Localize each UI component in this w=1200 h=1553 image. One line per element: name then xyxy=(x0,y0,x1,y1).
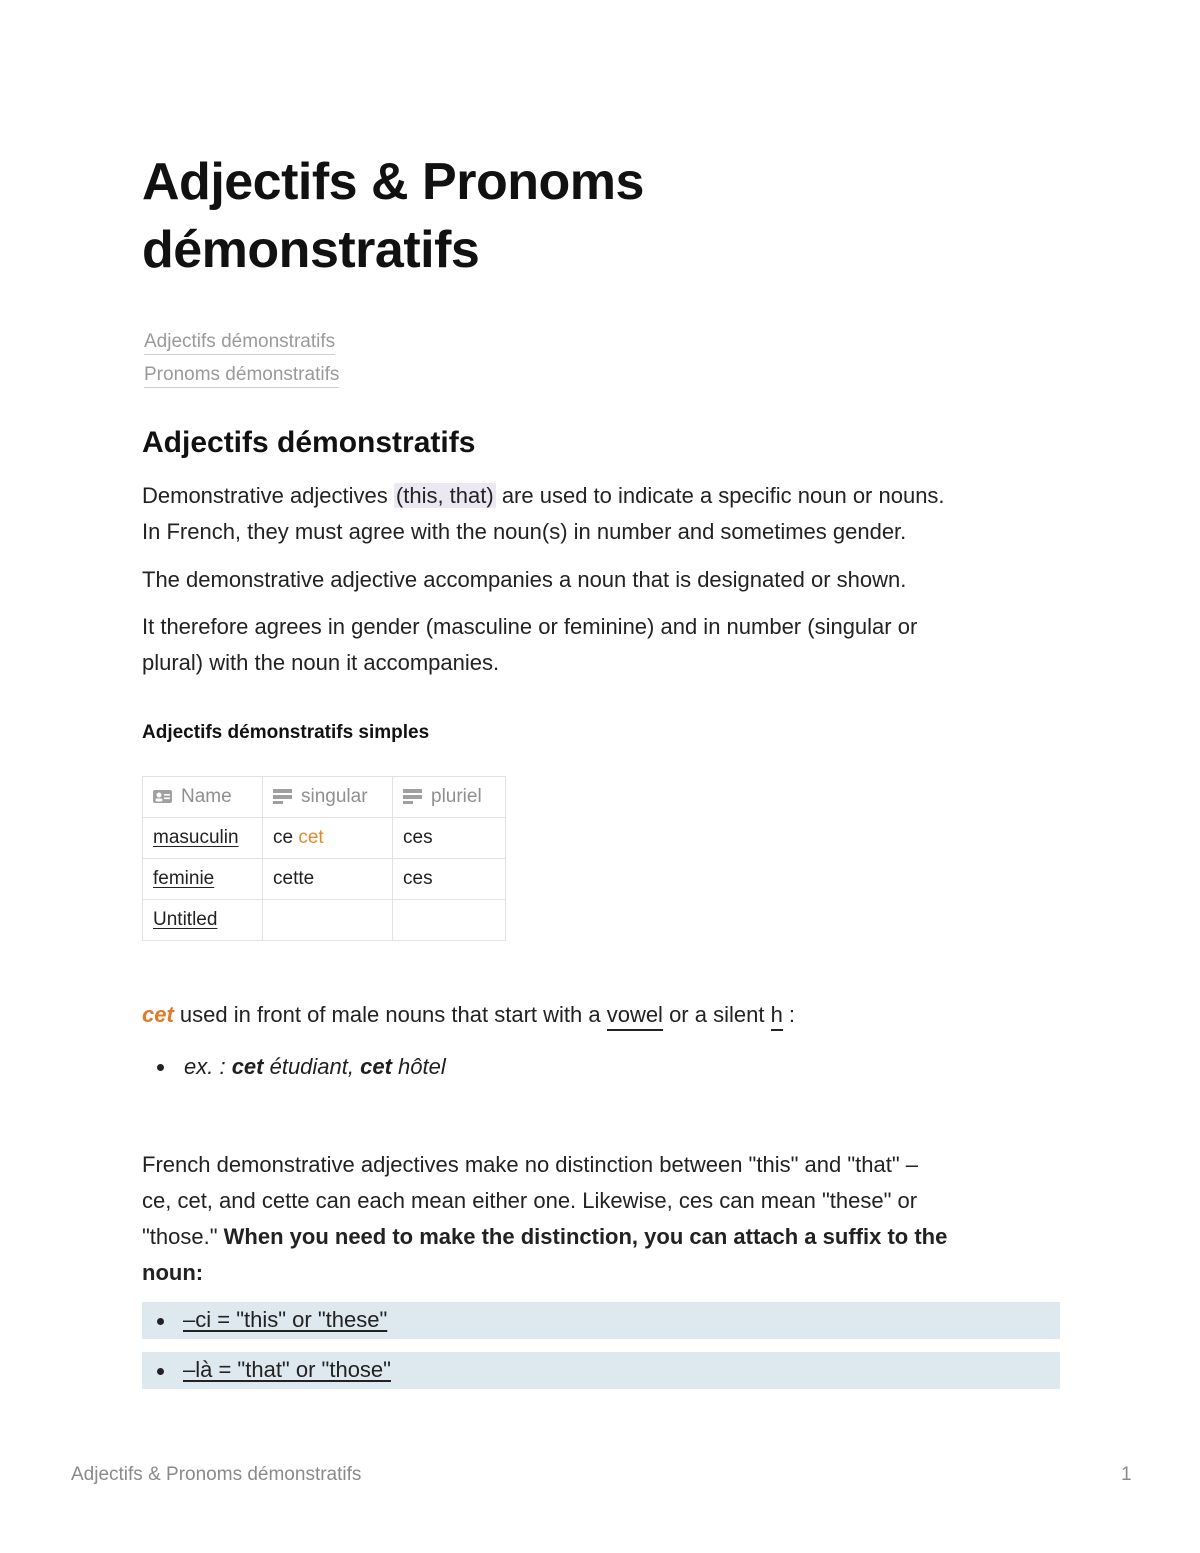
example-prefix: ex. : xyxy=(184,1054,232,1079)
intro-text: It therefore agrees in gender (masculine or feminine) and in number (singular or xyxy=(142,614,918,639)
toc-link-adjectifs[interactable]: Adjectifs démonstratifs xyxy=(144,330,335,355)
intro-text: Demonstrative adjectives xyxy=(142,483,394,508)
intro-paragraph-2: The demonstrative adjective accompanies a noun that is designated or shown. xyxy=(142,567,907,592)
cet-rule xyxy=(142,1002,795,1028)
table-row xyxy=(143,859,506,900)
distinction-paragraph xyxy=(142,1147,1060,1291)
suffix-la-text: –là = "that" or "those" xyxy=(183,1357,391,1382)
cell-singular[interactable] xyxy=(263,818,393,859)
intro-paragraph-1 xyxy=(142,478,1060,550)
title-line-2: démonstratifs xyxy=(142,221,480,279)
list-item xyxy=(142,1054,446,1080)
toc-link-pronoms[interactable]: Pronoms démonstratifs xyxy=(144,363,339,388)
row-title-link[interactable]: masuculin xyxy=(153,827,239,848)
header-label: pluriel xyxy=(431,786,482,807)
example-word: étudiant, xyxy=(263,1054,361,1079)
cell-plural[interactable]: ces xyxy=(393,818,506,859)
table-row xyxy=(143,818,506,859)
cet-word: cet xyxy=(142,1002,174,1027)
cell-plural[interactable]: ces xyxy=(393,859,506,900)
header-label: singular xyxy=(301,786,368,807)
section-heading: Adjectifs démonstratifs xyxy=(142,426,476,459)
cell-name[interactable] xyxy=(143,900,263,941)
example-cet: cet xyxy=(360,1054,392,1079)
column-header-pluriel[interactable] xyxy=(393,777,506,818)
example-word: hôtel xyxy=(391,1054,446,1079)
suffix-ci-text: –ci = "this" or "these" xyxy=(183,1307,388,1332)
table-of-contents xyxy=(144,330,339,396)
footer-page-number: 1 xyxy=(1121,1464,1132,1485)
bullet-icon xyxy=(157,1318,164,1325)
paragraph-bold-text: noun: xyxy=(142,1260,204,1285)
table-header-row xyxy=(143,777,506,818)
text-property-icon xyxy=(403,788,423,804)
column-header-singular[interactable] xyxy=(263,777,393,818)
header-label: Name xyxy=(181,786,232,807)
cell-text-cet: cet xyxy=(298,827,324,848)
footer-title: Adjectifs & Pronoms démonstratifs xyxy=(71,1464,362,1485)
rule-text: used in front of male nouns that start with a xyxy=(173,1002,607,1027)
rule-text: or a silent xyxy=(662,1002,771,1027)
paragraph-text: French demonstrative adjectives make no distinction between "this" and "that" – xyxy=(142,1152,918,1177)
paragraph-text: ce, cet, and cette can each mean either one. Likewise, ces can mean "these" or xyxy=(142,1188,918,1213)
example-cet: cet xyxy=(231,1054,264,1079)
adjectives-table xyxy=(142,776,506,941)
cell-text: ce xyxy=(273,827,294,848)
cell-singular[interactable] xyxy=(263,900,393,941)
highlight-this-that: (this, that) xyxy=(395,483,494,508)
paragraph-bold-text: When you need to make the distinction, you can attach a suffix to the xyxy=(223,1224,948,1249)
intro-text: In French, they must agree with the noun(s) in number and sometimes gender. xyxy=(142,519,907,544)
row-title-link[interactable]: feminie xyxy=(153,868,215,889)
intro-text: are used to indicate a specific noun or nouns. xyxy=(495,483,945,508)
suffix-la-block xyxy=(142,1352,1060,1389)
suffix-ci-block xyxy=(142,1302,1060,1339)
paragraph-text: "those." xyxy=(142,1224,224,1249)
page-title xyxy=(142,148,644,284)
cell-name[interactable] xyxy=(143,818,263,859)
h-letter: h xyxy=(771,1002,783,1031)
example-list xyxy=(142,1054,446,1080)
subheading: Adjectifs démonstratifs simples xyxy=(142,722,430,743)
intro-paragraph-3 xyxy=(142,609,1060,681)
title-line-1: Adjectifs & Pronoms xyxy=(142,153,644,211)
cell-name[interactable] xyxy=(143,859,263,900)
bullet-icon xyxy=(157,1064,164,1071)
row-title-link[interactable]: Untitled xyxy=(153,909,218,930)
table-row xyxy=(143,900,506,941)
column-header-name[interactable] xyxy=(143,777,263,818)
text-property-icon xyxy=(273,788,293,804)
rule-text: : xyxy=(782,1002,796,1027)
cell-plural[interactable] xyxy=(393,900,506,941)
intro-text: plural) with the noun it accompanies. xyxy=(142,650,500,675)
bullet-icon xyxy=(157,1368,164,1375)
cell-singular[interactable]: cette xyxy=(263,859,393,900)
vowel-word: vowel xyxy=(607,1002,663,1031)
name-property-icon xyxy=(153,788,173,804)
